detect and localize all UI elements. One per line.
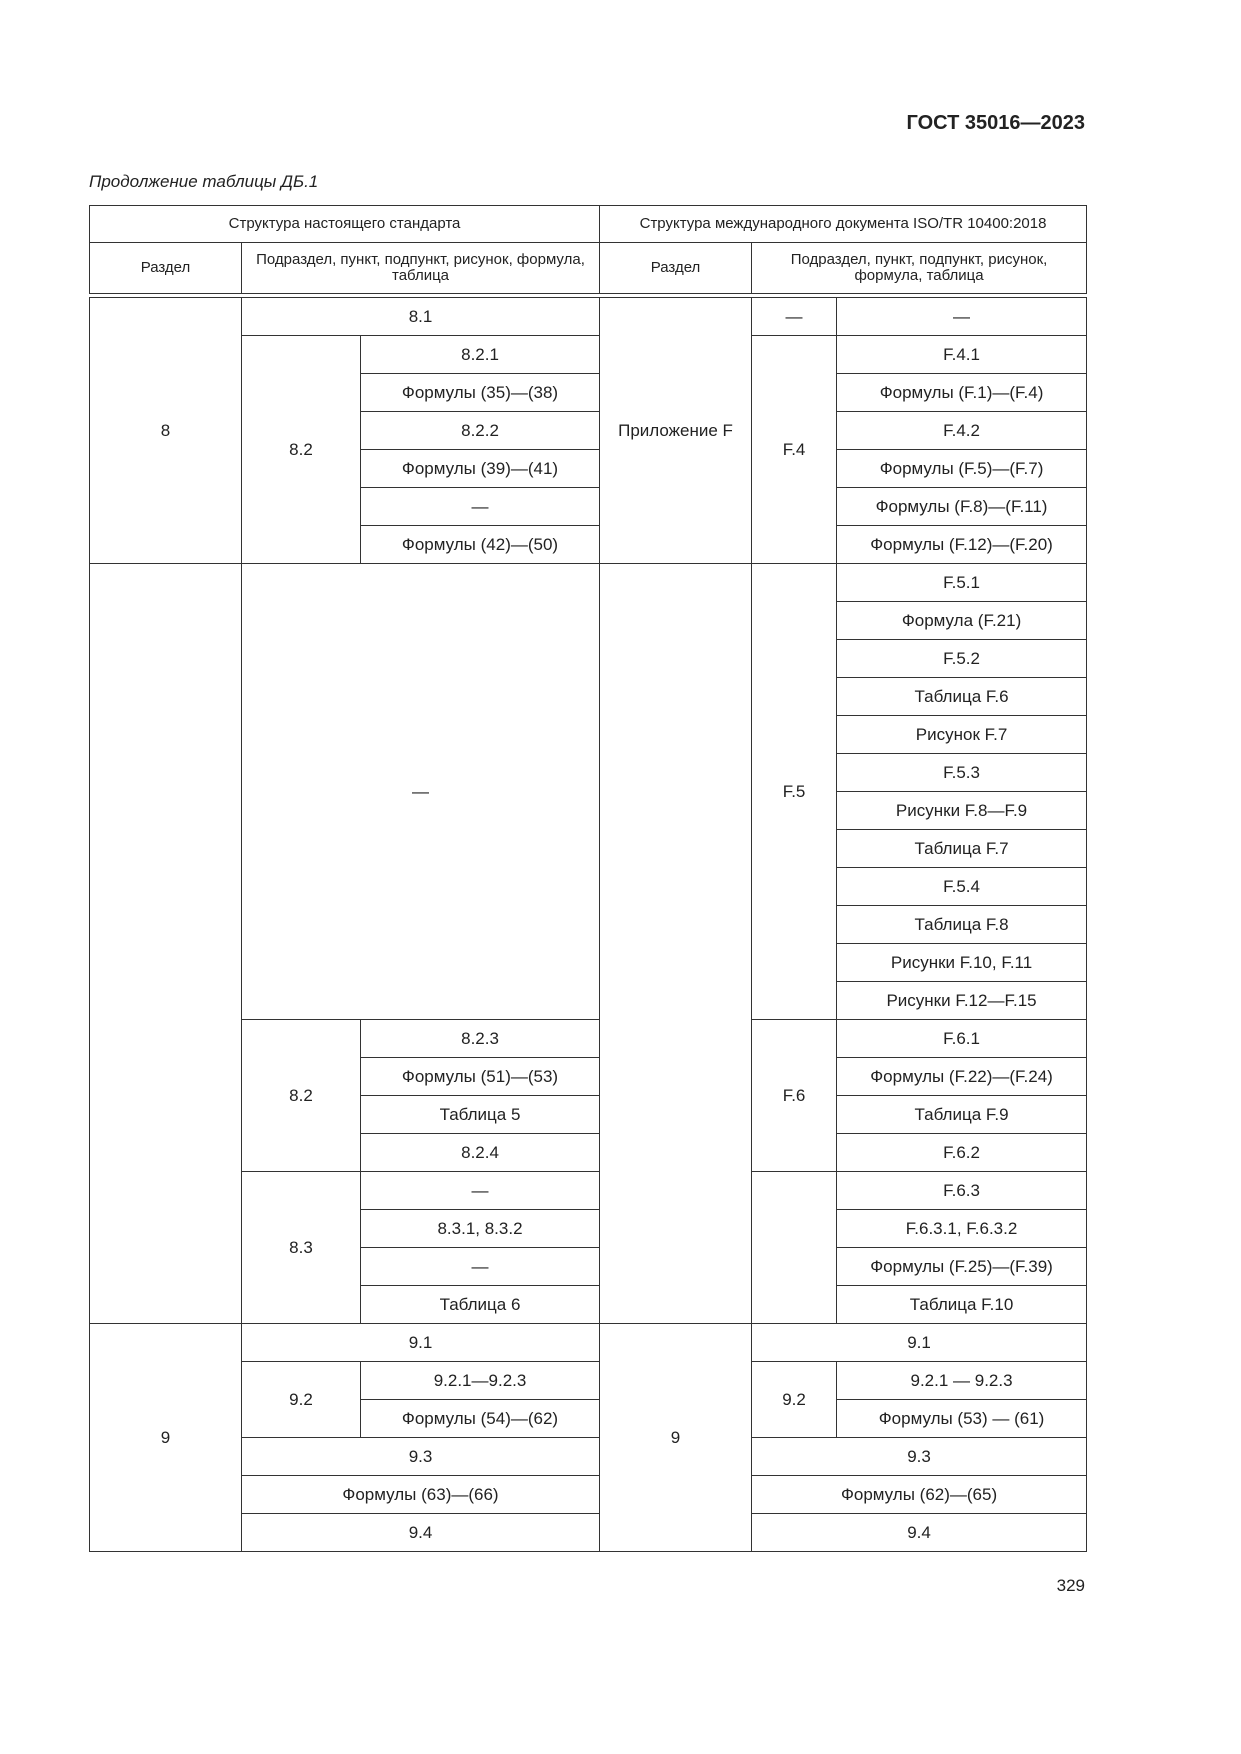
cell: Формулы (63)—(66) — [242, 1476, 600, 1514]
cell: Рисунки F.12—F.15 — [837, 982, 1087, 1020]
document-code: ГОСТ 35016—2023 — [906, 112, 1085, 134]
cell: F.5.1 — [837, 564, 1087, 602]
cell-subsection: F.6 — [752, 1020, 837, 1172]
cell: 8.3.1, 8.3.2 — [361, 1210, 600, 1248]
cell: Формулы (53) — (61) — [837, 1400, 1087, 1438]
cell: — — [361, 1172, 600, 1210]
table-caption: Продолжение таблицы ДБ.1 — [89, 172, 319, 191]
col-header-section-right: Раздел — [600, 243, 752, 294]
col-header-subsection-right: Подраздел, пункт, подпункт, рисунок, формула, таблица — [752, 243, 1087, 294]
cell: Таблица 5 — [361, 1096, 600, 1134]
cell: Формулы (F.12)—(F.20) — [837, 526, 1087, 564]
structure-comparison-table — [89, 205, 1087, 1552]
cell: 9.4 — [752, 1514, 1087, 1552]
cell: — — [752, 298, 837, 336]
cell: 9.4 — [242, 1514, 600, 1552]
cell: 9.1 — [242, 1324, 600, 1362]
group-header-left: Структура настоящего стандарта — [90, 206, 600, 243]
cell: Таблица F.7 — [837, 830, 1087, 868]
cell: Формулы (35)—(38) — [361, 374, 600, 412]
group-header-right: Структура международного документа ISO/TR 10400:2018 — [600, 206, 1087, 243]
cell: Формулы (F.8)—(F.11) — [837, 488, 1087, 526]
cell-section-empty — [90, 564, 242, 1324]
cell: F.4.2 — [837, 412, 1087, 450]
col-header-subsection-left: Подраздел, пункт, подпункт, рисунок, формула, таблица — [242, 243, 600, 294]
cell-subsection: 8.2 — [242, 336, 361, 564]
cell: Таблица F.6 — [837, 678, 1087, 716]
cell: 8.2.4 — [361, 1134, 600, 1172]
cell: 9.3 — [752, 1438, 1087, 1476]
cell: Рисунки F.10, F.11 — [837, 944, 1087, 982]
cell: F.5.4 — [837, 868, 1087, 906]
cell: F.6.3.1, F.6.3.2 — [837, 1210, 1087, 1248]
cell-section-empty — [600, 564, 752, 1324]
cell-subsection: 8.3 — [242, 1172, 361, 1324]
cell: — — [361, 488, 600, 526]
cell: Формула (F.21) — [837, 602, 1087, 640]
cell-subsection: F.4 — [752, 336, 837, 564]
cell: Формулы (F.5)—(F.7) — [837, 450, 1087, 488]
cell-dash: — — [242, 564, 600, 1020]
cell: Рисунок F.7 — [837, 716, 1087, 754]
cell-section: Приложение F — [600, 298, 752, 564]
cell: Формулы (51)—(53) — [361, 1058, 600, 1096]
cell: F.6.1 — [837, 1020, 1087, 1058]
page-number: 329 — [1056, 1576, 1085, 1595]
cell: 8.2.3 — [361, 1020, 600, 1058]
cell-subsection: 8.2 — [242, 1020, 361, 1172]
cell: Формулы (F.25)—(F.39) — [837, 1248, 1087, 1286]
cell: Формулы (54)—(62) — [361, 1400, 600, 1438]
col-header-section-left: Раздел — [90, 243, 242, 294]
cell: Таблица 6 — [361, 1286, 600, 1324]
cell: Формулы (F.22)—(F.24) — [837, 1058, 1087, 1096]
cell: 8.1 — [242, 298, 600, 336]
cell: 8.2.1 — [361, 336, 600, 374]
cell-section: 8 — [90, 298, 242, 564]
cell: Формулы (42)—(50) — [361, 526, 600, 564]
cell: Рисунки F.8—F.9 — [837, 792, 1087, 830]
cell: 9.2.1—9.2.3 — [361, 1362, 600, 1400]
cell: 8.2.2 — [361, 412, 600, 450]
cell: Таблица F.8 — [837, 906, 1087, 944]
cell: Формулы (39)—(41) — [361, 450, 600, 488]
cell-subsection-empty — [752, 1172, 837, 1324]
cell-section: 9 — [600, 1324, 752, 1552]
cell: 9.2.1 — 9.2.3 — [837, 1362, 1087, 1400]
cell: F.5.2 — [837, 640, 1087, 678]
cell: F.4.1 — [837, 336, 1087, 374]
cell: Формулы (62)—(65) — [752, 1476, 1087, 1514]
cell: F.5.3 — [837, 754, 1087, 792]
cell: F.6.3 — [837, 1172, 1087, 1210]
cell: Формулы (F.1)—(F.4) — [837, 374, 1087, 412]
cell: 9.1 — [752, 1324, 1087, 1362]
cell: 9.3 — [242, 1438, 600, 1476]
cell: F.6.2 — [837, 1134, 1087, 1172]
cell: Таблица F.10 — [837, 1286, 1087, 1324]
cell-subsection: F.5 — [752, 564, 837, 1020]
cell-subsection: 9.2 — [242, 1362, 361, 1438]
cell: — — [361, 1248, 600, 1286]
cell: Таблица F.9 — [837, 1096, 1087, 1134]
cell-section: 9 — [90, 1324, 242, 1552]
cell: — — [837, 298, 1087, 336]
cell-subsection: 9.2 — [752, 1362, 837, 1438]
